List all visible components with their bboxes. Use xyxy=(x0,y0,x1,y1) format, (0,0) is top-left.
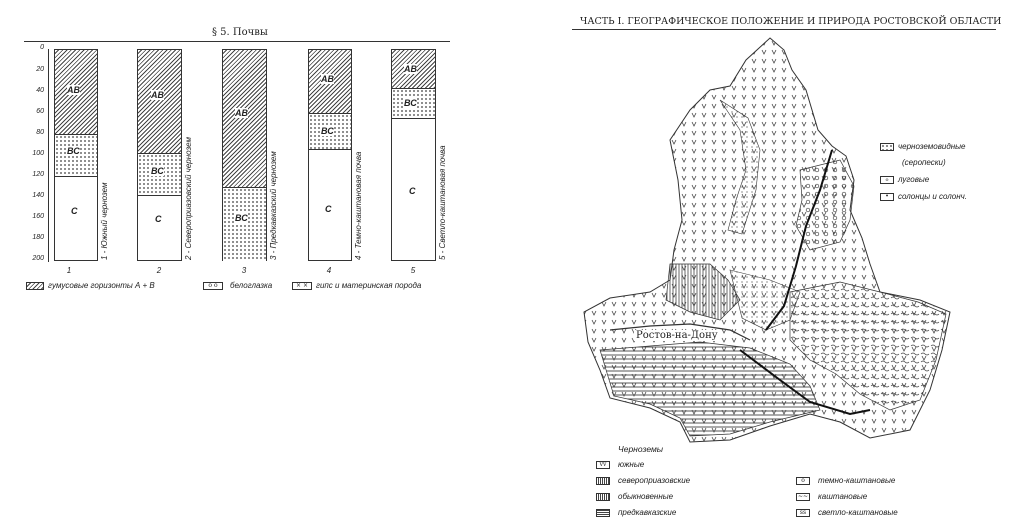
y-tick: 0 xyxy=(40,44,44,51)
legend-label: североприазовские xyxy=(618,476,691,485)
horizon-label: ВС xyxy=(151,166,164,176)
column-number: 3 xyxy=(241,266,247,275)
horizon-label: АВ xyxy=(67,85,80,95)
right-page-header: ЧАСТЬ I. ГЕОГРАФИЧЕСКОЕ ПОЛОЖЕНИЕ И ПРИРОДА РОСТОВСКОЙ ОБЛАСТИ xyxy=(580,16,1002,27)
legend-swatch-beloglazka: o o xyxy=(203,282,223,290)
legend-label: (серопески) xyxy=(902,158,946,167)
horizon-label: ВС xyxy=(235,213,248,223)
column-number: 5 xyxy=(410,266,416,275)
horizon-label: ВС xyxy=(321,126,334,136)
legend-swatch-humus xyxy=(26,282,44,290)
legend-swatch-light-chestnut: ss xyxy=(796,509,810,517)
legend-swatch-ordinary xyxy=(596,493,610,501)
horizon-c xyxy=(55,176,97,261)
column-name: 4 - Темно-каштановая почва xyxy=(354,151,363,260)
horizon-label: ВС xyxy=(67,146,80,156)
horizon-label: АВ xyxy=(235,108,248,118)
y-tick: 60 xyxy=(36,108,44,115)
y-tick: 80 xyxy=(36,129,44,136)
y-tick: 200 xyxy=(32,255,44,262)
soil-profile-figure xyxy=(0,0,460,300)
soil-column-4 xyxy=(308,49,352,261)
horizon-label: С xyxy=(409,186,416,196)
legend-label: белоглазка xyxy=(230,281,273,290)
y-axis-line xyxy=(48,49,49,262)
legend-swatch-solonetz: • xyxy=(880,193,894,201)
soil-column-2 xyxy=(137,49,182,261)
legend-label: обыкновенные xyxy=(618,492,674,501)
legend-swatch-meadow: o xyxy=(880,176,894,184)
horizon-label: АВ xyxy=(404,64,417,74)
legend-swatch-northazov xyxy=(596,477,610,485)
horizon-label: С xyxy=(325,204,332,214)
legend-label: гумусовые горизонты А + В xyxy=(48,281,155,290)
legend-swatch-chernozemoid xyxy=(880,143,894,151)
legend-swatch-gypsum: × × xyxy=(292,282,312,290)
column-name: 1 - Южный чернозем xyxy=(100,182,109,260)
left-page-header: § 5. Почвы xyxy=(212,27,268,38)
horizon-label: С xyxy=(71,206,78,216)
column-name: 2 - Североприазовский чернозем xyxy=(184,137,193,260)
legend-label: темно-каштановые xyxy=(818,476,896,485)
horizon-label: ВС xyxy=(404,98,417,108)
soil-column-3 xyxy=(222,49,267,261)
legend-swatch-chestnut: ~~ xyxy=(797,493,809,500)
column-name: 5 - Светло-каштановая почва xyxy=(438,145,447,260)
y-tick: 100 xyxy=(32,150,44,157)
soil-map xyxy=(570,30,970,450)
y-tick: 160 xyxy=(32,213,44,220)
y-tick: 140 xyxy=(32,192,44,199)
column-number: 2 xyxy=(156,266,162,275)
legend-label: солонцы и солонч. xyxy=(898,192,967,201)
legend-swatch-south: vv xyxy=(596,461,610,469)
legend-label: каштановые xyxy=(818,492,868,501)
city-label: Ростов-на-Дону xyxy=(636,330,718,341)
legend-label: светло-каштановые xyxy=(818,508,898,517)
column-number: 4 xyxy=(326,266,332,275)
soil-column-1 xyxy=(54,49,98,261)
y-tick: 120 xyxy=(32,171,44,178)
legend-label: луговые xyxy=(898,175,930,184)
legend-label: южные xyxy=(618,460,645,469)
legend-title: Черноземы xyxy=(618,444,664,454)
horizon-label: АВ xyxy=(151,90,164,100)
legend-label: гипс и материнская порода xyxy=(316,281,422,290)
column-number: 1 xyxy=(66,266,72,275)
horizon-c xyxy=(138,195,181,261)
horizon-ab xyxy=(223,50,266,187)
legend-label: черноземовидные xyxy=(898,142,966,151)
y-tick: 20 xyxy=(36,66,44,73)
legend-swatch-precaucasian xyxy=(596,509,610,517)
y-tick: 180 xyxy=(32,234,44,241)
y-tick: 40 xyxy=(36,87,44,94)
soil-column-5 xyxy=(391,49,436,261)
column-name: 3 - Предкавказский чернозем xyxy=(269,151,278,260)
horizon-bc xyxy=(223,187,266,261)
legend-swatch-dark-chestnut: o xyxy=(796,477,810,485)
legend-label: предкавказские xyxy=(618,508,677,517)
horizon-ab xyxy=(138,50,181,153)
horizon-label: АВ xyxy=(321,74,334,84)
horizon-label: С xyxy=(155,214,162,224)
